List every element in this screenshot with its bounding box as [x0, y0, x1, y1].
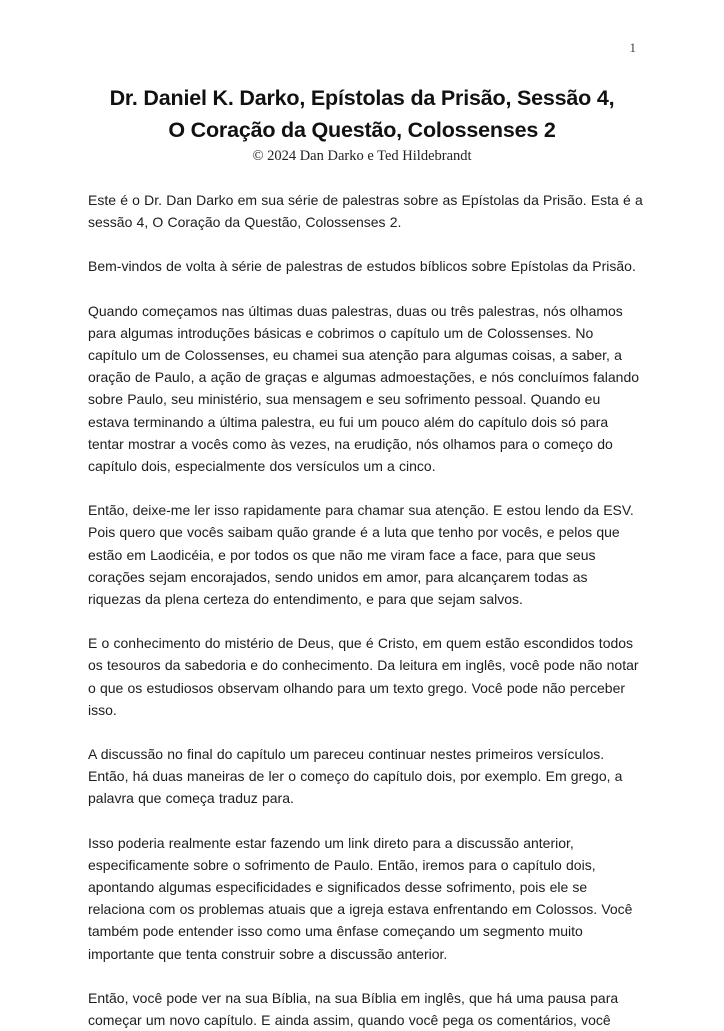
title-line-2: O Coração da Questão, Colossenses 2 — [168, 118, 556, 142]
document-body — [88, 189, 644, 1031]
page-number: 1 — [629, 40, 636, 55]
paragraph: Então, deixe-me ler isso rapidamente para chamar sua atenção. E estou lendo da ESV. Pois quero que vocês saibam quão grande é a luta que tenho por vocês, e pelos que estão em Laodicéia, e por todos os que não me viram face a face, para que seus corações sejam encorajados, sendo unidos em amor, para alcançarem todas as riquezas da plena certeza do entendimento, e para que sejam salvos. — [88, 502, 634, 608]
document-title — [0, 82, 724, 146]
paragraph: Bem-vindos de volta à série de palestras de estudos bíblicos sobre Epístolas da Prisão. — [88, 258, 636, 275]
copyright-line: © 2024 Dan Darko e Ted Hildebrandt — [252, 148, 472, 164]
paragraph: E o conhecimento do mistério de Deus, que é Cristo, em quem estão escondidos todos os tesouros da sabedoria e do conhecimento. Da leitura em inglês, você pode não notar o que os estudiosos observam olhando para um texto grego. Você pode não perceber isso. — [88, 635, 639, 718]
paragraph: Quando começamos nas últimas duas palestras, duas ou três palestras, nós olhamos para algumas introduções básicas e cobrimos o capítulo um de Colossenses. No capítulo um de Colossenses, eu chamei sua atenção para algumas coisas, a saber, a oração de Paulo, a ação de graças e algumas admoestações, e nós concluímos falando sobre Paulo, seu ministério, sua mensagem e seu sofrimento pessoal. Quando eu estava terminando a última palestra, eu fui um pouco além do capítulo dois só para tentar mostrar a vocês como às vezes, na erudição, nós olhamos para o começo do capítulo dois, especialmente dos versículos um a cinco. — [88, 302, 640, 475]
document-header — [0, 0, 724, 165]
paragraph: A discussão no final do capítulo um pareceu continuar nestes primeiros versículos. Então, há duas maneiras de ler o começo do capítulo dois, por exemplo. Em grego, a palavra que começa traduz para. — [88, 746, 623, 807]
paragraph: Este é o Dr. Dan Darko em sua série de palestras sobre as Epístolas da Prisão. Esta é a sessão 4, O Coração da Questão, Colossenses 2. — [88, 192, 643, 231]
paragraph: Então, você pode ver na sua Bíblia, na sua Bíblia em inglês, que há uma pausa para começar um novo capítulo. E ainda assim, quando você pega os comentários, você — [88, 989, 619, 1029]
paragraph: Isso poderia realmente estar fazendo um link direto para a discussão anterior, especificamente sobre o sofrimento de Paulo. Então, iremos para o capítulo dois, apontando algumas especificidades e significados desse sofrimento, pois ele se relaciona com os problemas atuais que a igreja estava enfrentando em Colossos. Você também pode entender isso como uma ênfase começando um segmento muito importante que tenta construir sobre a discussão anterior. — [88, 834, 633, 962]
title-line-1: Dr. Daniel K. Darko, Epístolas da Prisão, Sessão 4, — [109, 86, 615, 110]
